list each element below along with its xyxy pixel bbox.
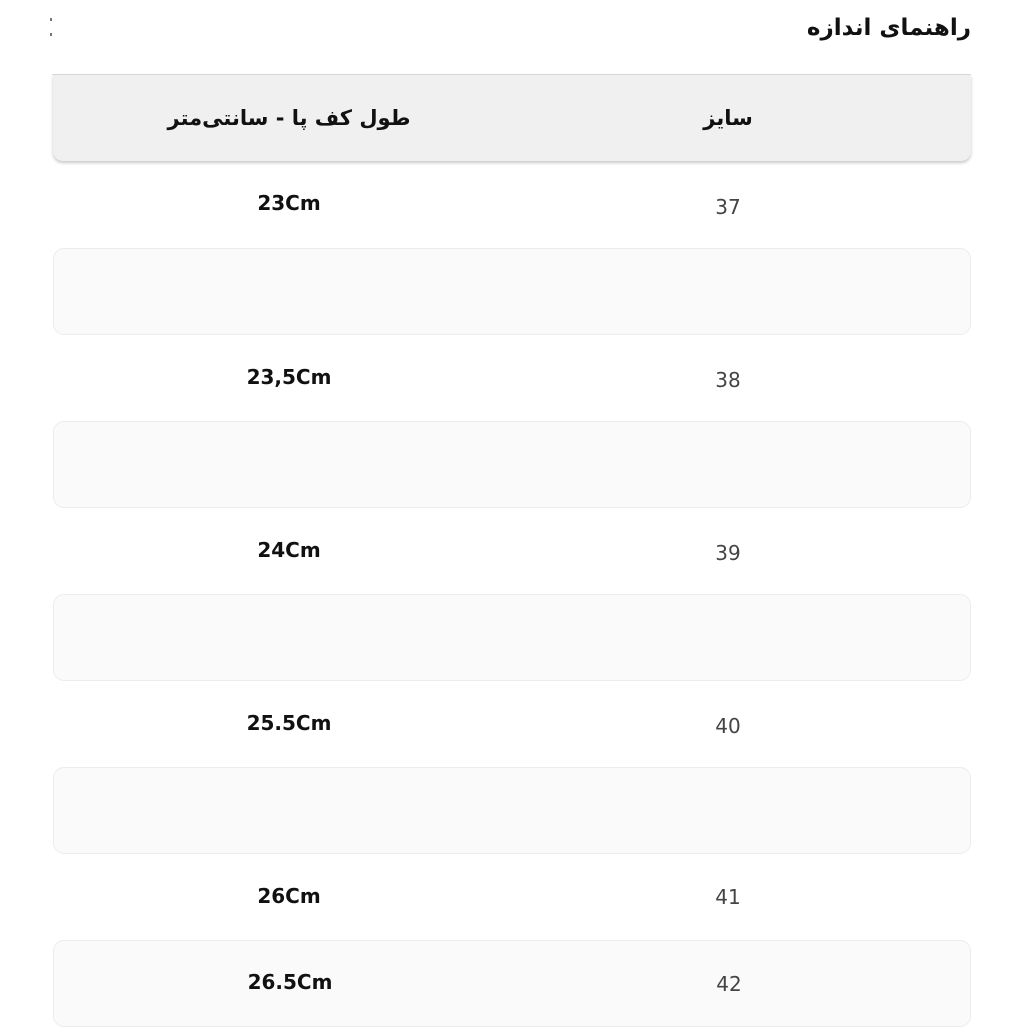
- table-header-row: [53, 75, 971, 161]
- foot-length-value: 26Cm: [257, 883, 321, 908]
- size-value: 40: [715, 714, 741, 738]
- table-row: [53, 767, 971, 854]
- table-row: [53, 335, 971, 421]
- table-row: [53, 940, 971, 1027]
- table-row: [53, 681, 971, 767]
- edge-mark: [50, 18, 52, 38]
- size-value: 38: [715, 368, 741, 392]
- foot-length-value: [54, 249, 526, 334]
- foot-length-value: 23Cm: [257, 191, 321, 215]
- table-row: [53, 248, 971, 335]
- size-value: [668, 768, 790, 853]
- foot-length-value: 24Cm: [257, 537, 321, 562]
- size-value: 41: [715, 885, 741, 909]
- size-value: 39: [715, 541, 741, 565]
- foot-length-value: [54, 768, 526, 853]
- table-row: [53, 594, 971, 681]
- foot-length-value: 23,5Cm: [246, 364, 332, 389]
- foot-length-value: 25.5Cm: [246, 710, 332, 735]
- foot-length-value: 26.5Cm: [247, 970, 333, 994]
- size-value: 42: [716, 971, 742, 996]
- table-row: [53, 508, 971, 594]
- size-value: 37: [715, 194, 741, 219]
- page-title: راهنمای اندازه: [806, 15, 971, 41]
- table-row: [53, 161, 971, 248]
- foot-length-value: [54, 422, 526, 507]
- size-guide-table: [53, 75, 971, 1027]
- size-value: [668, 249, 790, 334]
- header-size: سایز: [703, 106, 753, 130]
- size-value: [668, 422, 790, 507]
- foot-length-value: [54, 595, 526, 680]
- table-row: [53, 854, 971, 940]
- table-row: [53, 421, 971, 508]
- header-foot-length: طول کف پا - سانتی‌متر: [167, 106, 411, 130]
- size-value: [668, 595, 790, 680]
